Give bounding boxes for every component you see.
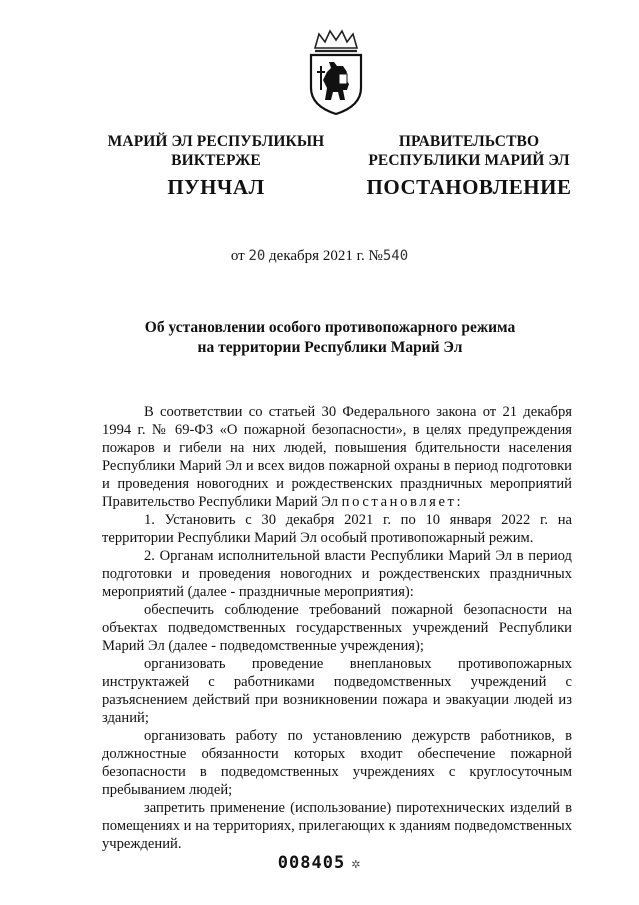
header-left bbox=[85, 132, 347, 197]
header-right-line1: ПРАВИТЕЛЬСТВО bbox=[398, 133, 540, 150]
form-serial-number bbox=[0, 853, 639, 873]
header-left-doc-type: ПУНЧАЛ bbox=[167, 175, 265, 199]
document-date bbox=[0, 248, 639, 265]
document-number: 540 bbox=[382, 248, 409, 264]
paragraph-item-1: 1. Установить с 30 декабря 2021 г. по 10 января 2022 г. на территории Республики Марий Эл особый противопожарный режим. bbox=[102, 512, 572, 546]
header-right-doc-type: ПОСТАНОВЛЕНИЕ bbox=[366, 175, 572, 199]
serial-number: 008405 bbox=[277, 853, 346, 873]
header-left-line2: ВИКТЕРЖЕ bbox=[171, 152, 261, 169]
paragraph-item-2: 2. Органам исполнительной власти Республики Марий Эл в период подготовки и проведения новогодних и рождественских праздничных мероприятий (далее - праздничные мероприятия): bbox=[102, 548, 572, 600]
header-left-line1: МАРИЙ ЭЛ РЕСПУБЛИКЫН bbox=[107, 133, 325, 150]
date-prefix: от bbox=[230, 248, 245, 264]
paragraph-subitem-duty: организовать работу по установлению дежурств работников, в должностные обязанности которых входит обеспечение пожарной безопасности в подведомственных учреждениях с круглосуточным пребыванием людей; bbox=[102, 728, 572, 798]
paragraph-subitem-safety: обеспечить соблюдение требований пожарной безопасности на объектах подведомственных государственных учреждений Республики Марий Эл (далее - подведомственные учреждения); bbox=[102, 602, 572, 654]
preamble-text: В соответствии со статьей 30 Федерального закона от 21 декабря 1994 г. № 69-ФЗ «О пожарной безопасности», в целях предупреждения пожаров и гибели на них людей, повышения бдительности населения Республики Марий Эл и всех видов пожарной охраны в период подготовки и проведения новогодних и рождественских праздничных мероприятий Правительство Республики Марий Эл bbox=[102, 404, 572, 510]
paragraph-subitem-pyrotechnics: запретить применение (использование) пиротехнических изделий в помещениях и на территориях, прилегающих к зданиям подведомственных учреждений. bbox=[102, 800, 572, 852]
coat-of-arms-mari-el-icon bbox=[301, 28, 371, 116]
document-body bbox=[102, 403, 572, 853]
header-right-line2: РЕСПУБЛИКИ МАРИЙ ЭЛ bbox=[368, 152, 570, 169]
header-right bbox=[345, 132, 593, 197]
date-day: 20 bbox=[248, 248, 266, 264]
title-line1: Об установлении особого противопожарного режима bbox=[144, 319, 516, 336]
preamble-decree-word: постановляет: bbox=[341, 494, 464, 510]
ornament-star-icon: ✲ bbox=[351, 854, 362, 872]
title-line2: на территории Республики Марий Эл bbox=[197, 339, 463, 356]
paragraph-preamble bbox=[102, 403, 572, 511]
paragraph-subitem-briefings: организовать проведение внеплановых противопожарных инструктажей с работниками подведомственных учреждений с разъяснением действий при возникновении пожара и эвакуации людей из зданий; bbox=[102, 656, 572, 726]
date-month-year: декабря 2021 г. № bbox=[269, 248, 383, 264]
document-title bbox=[100, 318, 560, 358]
